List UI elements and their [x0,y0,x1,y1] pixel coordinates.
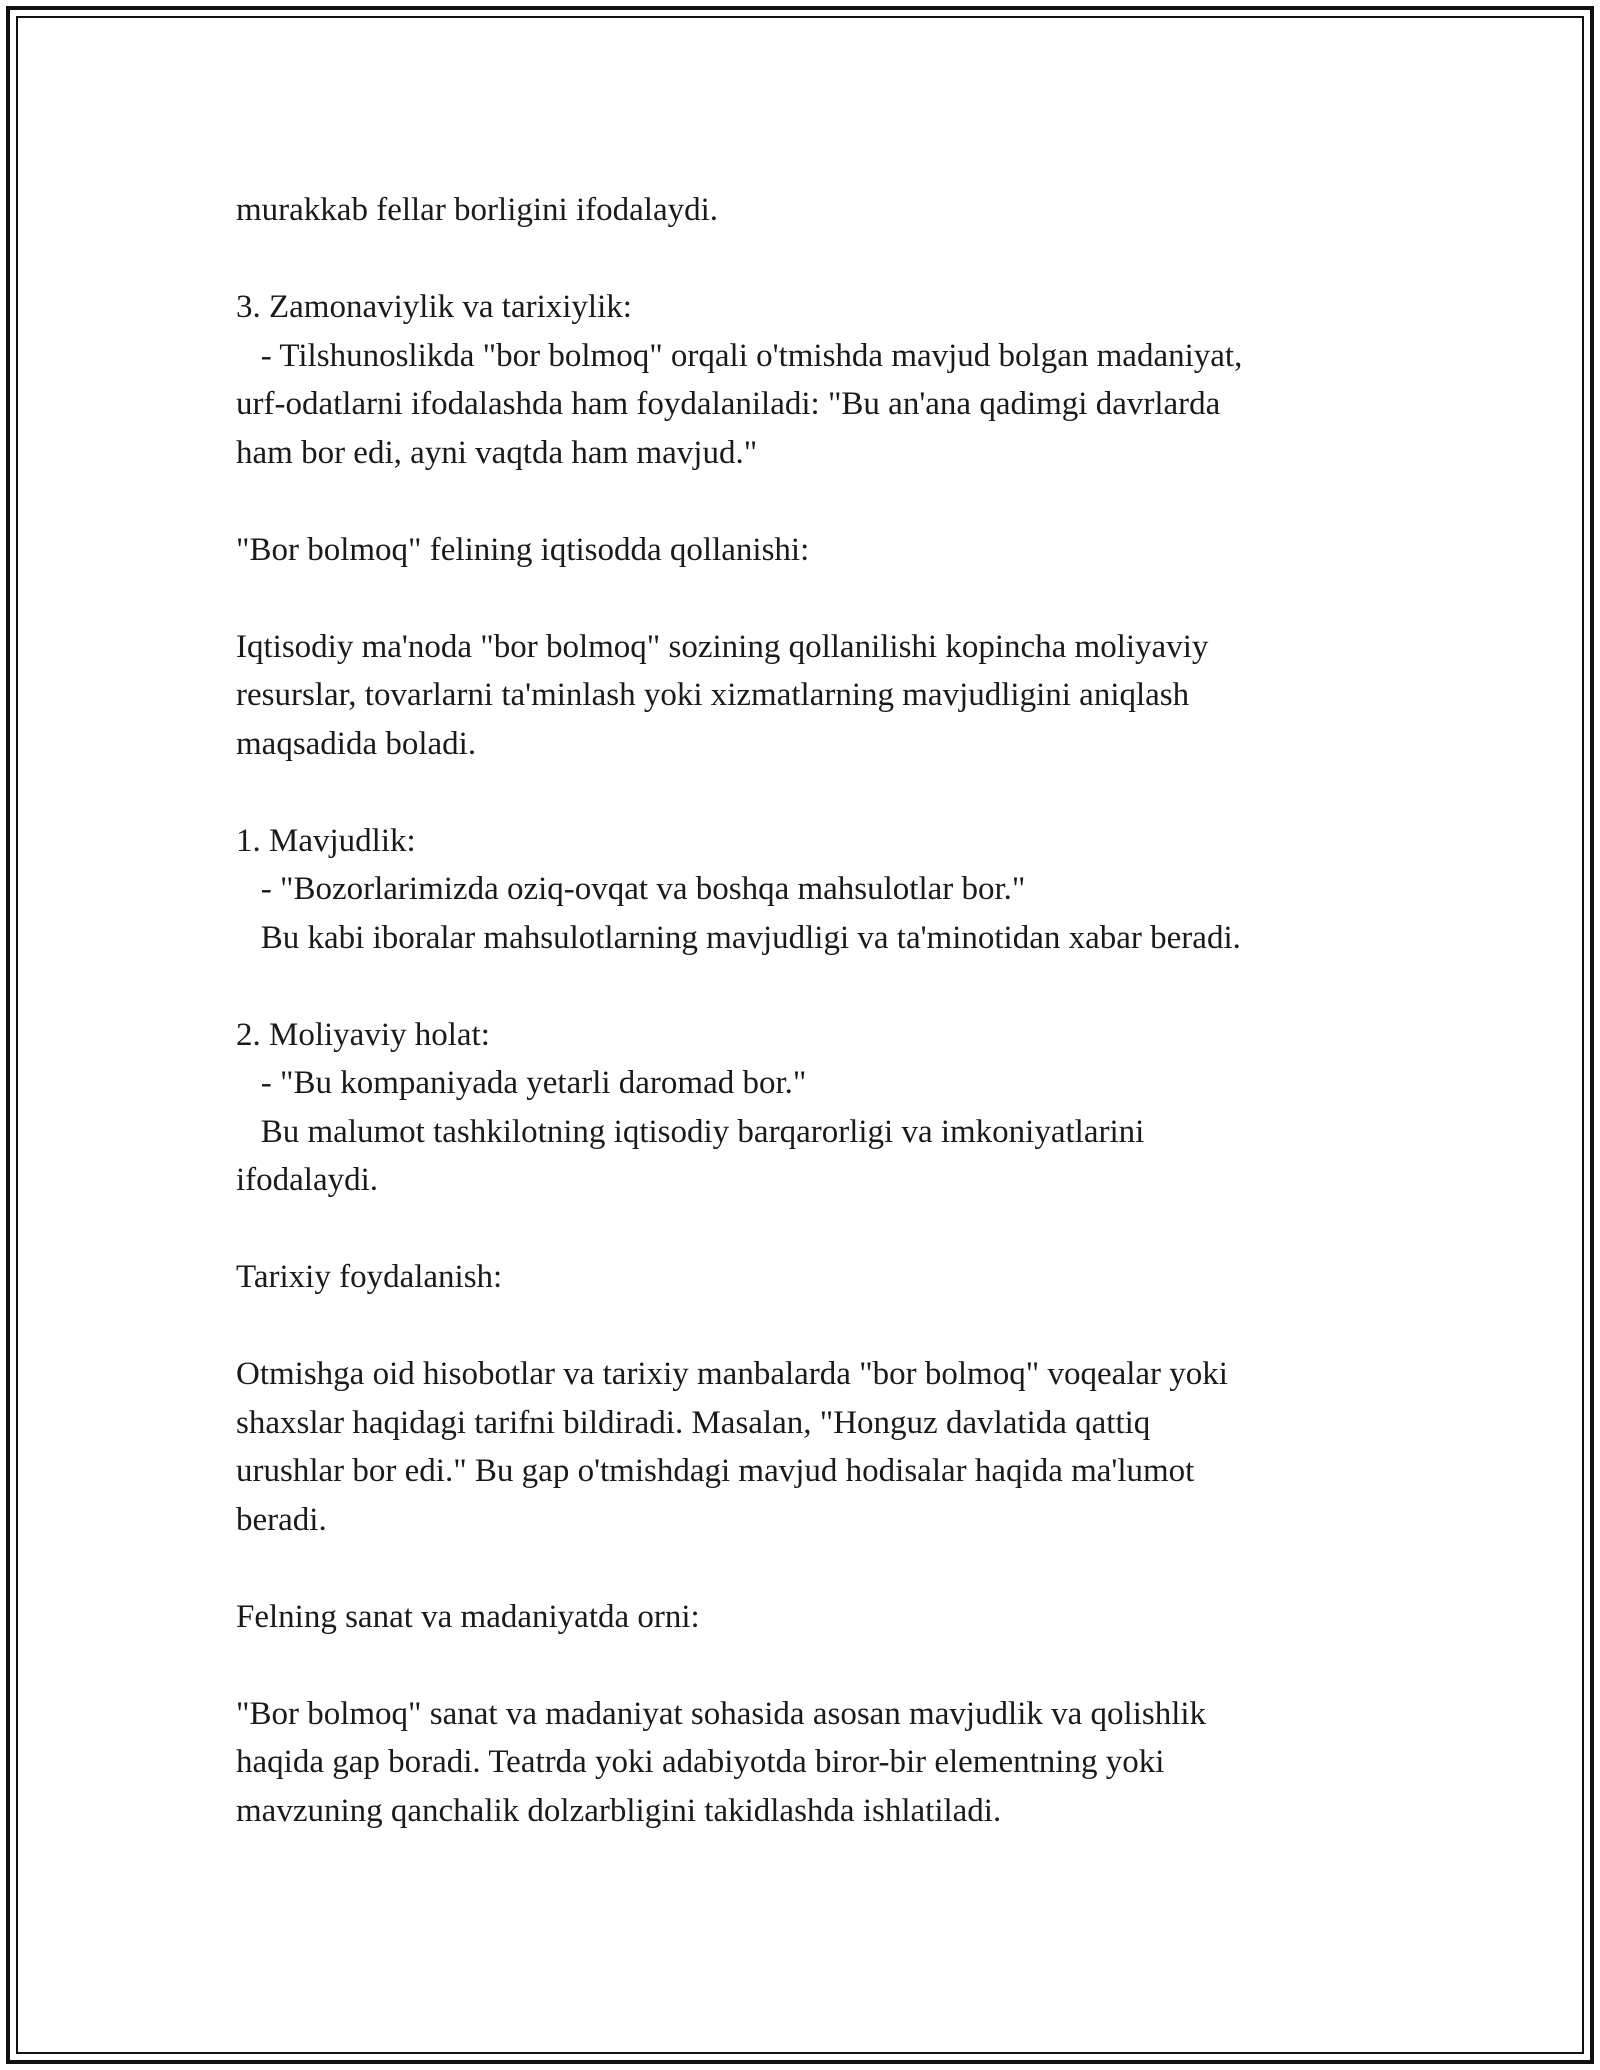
text-line: maqsadida boladi. [236,725,477,762]
blank-line [236,574,1376,623]
text-line: urushlar bor edi." Bu gap o'tmishdagi mavjud hodisalar haqida ma'lumot [236,1453,1195,1489]
blank-line [236,1205,1376,1254]
text-line: shaxslar haqidagi tarifni bildiradi. Masalan, "Honguz davlatida qattiq [236,1404,1151,1441]
text-line: mavzuning qanchalik dolzarbligini takidlashda ishlatiladi. [236,1792,1002,1829]
text-line: ifodalaydi. [236,1162,379,1198]
text-line: beradi. [236,1501,327,1538]
blank-line [236,1544,1376,1593]
blank-line [236,768,1376,817]
blank-line [236,477,1376,526]
section-heading: 1. Mavjudlik: [236,822,416,859]
text-line: - "Bozorlarimizda oziq-ovqat va boshqa mahsulotlar bor." [236,871,1026,907]
text-line: Bu kabi iboralar mahsulotlarning mavjudligi va ta'minotidan xabar beradi. [236,919,1241,956]
blank-line [236,235,1376,284]
text-line: "Bor bolmoq" sanat va madaniyat sohasida asosan mavjudlik va qolishlik [236,1695,1207,1732]
section-heading: 3. Zamonaviylik va tarixiylik: [236,289,632,325]
text-line: murakkab fellar borligini ifodalaydi. [236,192,719,228]
text-line: Otmishga oid hisobotlar va tarixiy manbalarda "bor bolmoq" voqealar yoki [236,1356,1228,1392]
blank-line [236,962,1376,1011]
document-body [236,186,1376,1835]
section-heading: 2. Moliyaviy holat: [236,1016,490,1053]
text-line: ham bor edi, ayni vaqtda ham mavjud." [236,434,758,471]
section-heading: Felning sanat va madaniyatda orni: [236,1598,700,1635]
text-line: resurslar, tovarlarni ta'minlash yoki xizmatlarning mavjudligini aniqlash [236,677,1190,713]
text-line: - "Bu kompaniyada yetarli daromad bor." [236,1065,807,1101]
section-heading: "Bor bolmoq" felining iqtisodda qollanishi: [236,531,810,568]
section-heading: Tarixiy foydalanish: [236,1259,503,1295]
text-line: urf-odatlarni ifodalashda ham foydalaniladi: "Bu an'ana qadimgi davrlarda [236,386,1221,422]
blank-line [236,1302,1376,1351]
text-line: Iqtisodiy ma'noda "bor bolmoq" sozining qollanilishi kopincha moliyaviy [236,628,1209,665]
text-line: - Tilshunoslikda "bor bolmoq" orqali o'tmishda mavjud bolgan madaniyat, [236,337,1243,374]
text-line: haqida gap boradi. Teatrda yoki adabiyotda biror-bir elementning yoki [236,1744,1165,1780]
blank-line [236,1641,1376,1690]
text-line: Bu malumot tashkilotning iqtisodiy barqarorligi va imkoniyatlarini [236,1113,1145,1150]
